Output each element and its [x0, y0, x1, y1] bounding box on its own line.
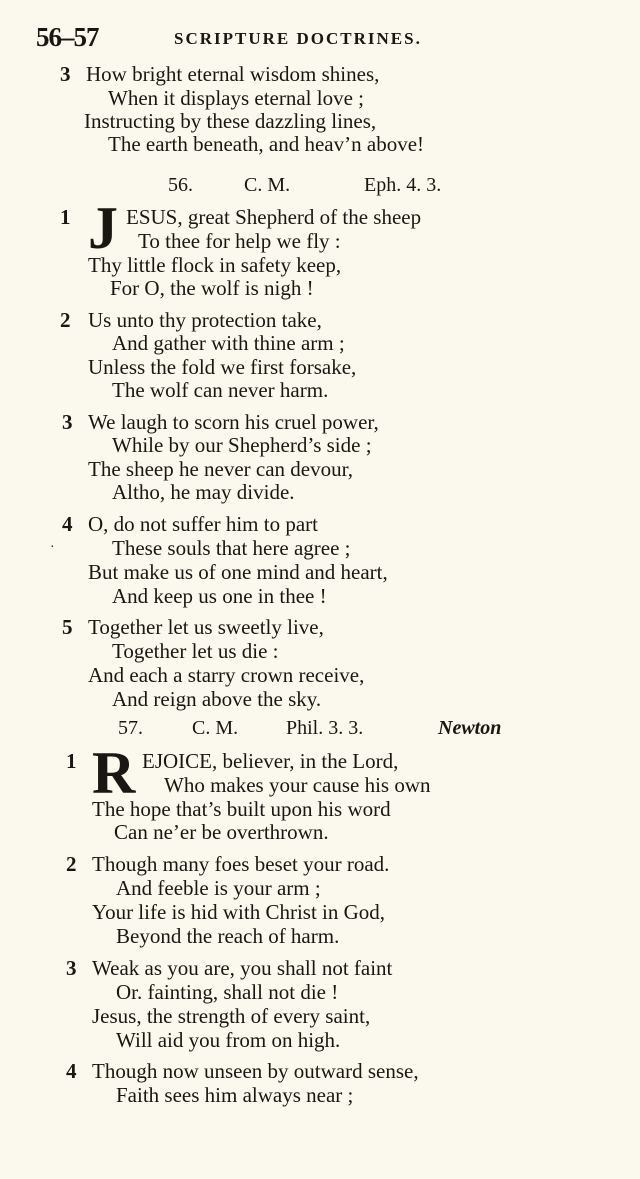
- drop-cap: R: [92, 740, 136, 806]
- hymn-author: Newton: [438, 717, 502, 739]
- verse-line: How bright eternal wisdom shines,: [86, 62, 380, 86]
- verse-line: And reign above the sky.: [112, 687, 322, 711]
- verse-line: We laugh to scorn his cruel power,: [88, 410, 379, 434]
- verse-line: ESUS, great Shepherd of the sheep: [126, 205, 422, 229]
- scripture-reference: Eph. 4. 3.: [364, 174, 442, 196]
- verse-line: Though many foes beset your road.: [92, 852, 390, 876]
- print-speck: ·: [50, 540, 55, 555]
- verse-line: When it displays eternal love ;: [108, 86, 365, 110]
- page-header: [36, 22, 596, 54]
- verse-line: Instructing by these dazzling lines,: [84, 109, 377, 133]
- hymn-number: 57.: [118, 717, 143, 739]
- verse-line: Who makes your cause his own: [164, 773, 431, 797]
- stanza-number: 4: [66, 1059, 77, 1083]
- verse-line: The earth beneath, and heav’n above!: [108, 132, 425, 156]
- page-number: 56–57: [36, 22, 99, 52]
- verse-line: Beyond the reach of harm.: [116, 924, 340, 948]
- verse-line: The hope that’s built upon his word: [92, 797, 391, 821]
- hymn-meter: C. M.: [244, 174, 291, 196]
- running-title: SCRIPTURE DOCTRINES.: [174, 29, 422, 48]
- verse-line: Together let us sweetly live,: [88, 615, 324, 639]
- stanza-number: 1: [60, 205, 71, 229]
- verse-line: Weak as you are, you shall not faint: [92, 956, 393, 980]
- verse-line: Or. fainting, shall not die !: [116, 980, 339, 1004]
- stanza-number: 4: [62, 512, 73, 536]
- verse-line: Can ne’er be overthrown.: [114, 820, 329, 844]
- verse-line: To thee for help we fly :: [138, 229, 341, 253]
- verse-line: While by our Shepherd’s side ;: [112, 433, 372, 457]
- verse-line: The sheep he never can devour,: [88, 457, 354, 481]
- verse-line: Together let us die :: [112, 639, 279, 663]
- stanza-number: 3: [66, 956, 77, 980]
- verse-line: Us unto thy protection take,: [88, 308, 322, 332]
- verse-line: And each a starry crown receive,: [88, 663, 365, 687]
- verse-line: Thy little flock in safety keep,: [88, 253, 342, 277]
- drop-cap: J: [88, 195, 118, 261]
- verse-line: O, do not suffer him to part: [88, 512, 318, 536]
- verse-line: Jesus, the strength of every saint,: [92, 1004, 371, 1028]
- verse-line: And feeble is your arm ;: [116, 876, 321, 900]
- verse-line: EJOICE, believer, in the Lord,: [142, 749, 399, 773]
- stanza-number: 5: [62, 615, 73, 639]
- stanza-number: 2: [66, 852, 77, 876]
- verse-line: And gather with thine arm ;: [112, 331, 345, 355]
- stanza-number: 3: [60, 62, 71, 86]
- verse-line: The wolf can never harm.: [112, 378, 329, 402]
- verse-line: Altho, he may divide.: [112, 480, 295, 504]
- verse-line: Faith sees him always near ;: [116, 1083, 354, 1107]
- stanza-number: 1: [66, 749, 77, 773]
- verse-line: Unless the fold we first forsake,: [88, 355, 357, 379]
- hymn-meter: C. M.: [192, 717, 239, 739]
- verse-line: And keep us one in thee !: [112, 584, 327, 608]
- stanza-number: 3: [62, 410, 73, 434]
- verse-line: Though now unseen by outward sense,: [92, 1059, 419, 1083]
- scripture-reference: Phil. 3. 3.: [286, 717, 364, 739]
- stanza-number: 2: [60, 308, 71, 332]
- hymn-number: 56.: [168, 174, 193, 196]
- verse-line: For O, the wolf is nigh !: [110, 276, 314, 300]
- verse-line: Your life is hid with Christ in God,: [92, 900, 386, 924]
- verse-line: Will aid you from on high.: [116, 1028, 341, 1052]
- verse-line: But make us of one mind and heart,: [88, 560, 388, 584]
- verse-line: These souls that here agree ;: [112, 536, 351, 560]
